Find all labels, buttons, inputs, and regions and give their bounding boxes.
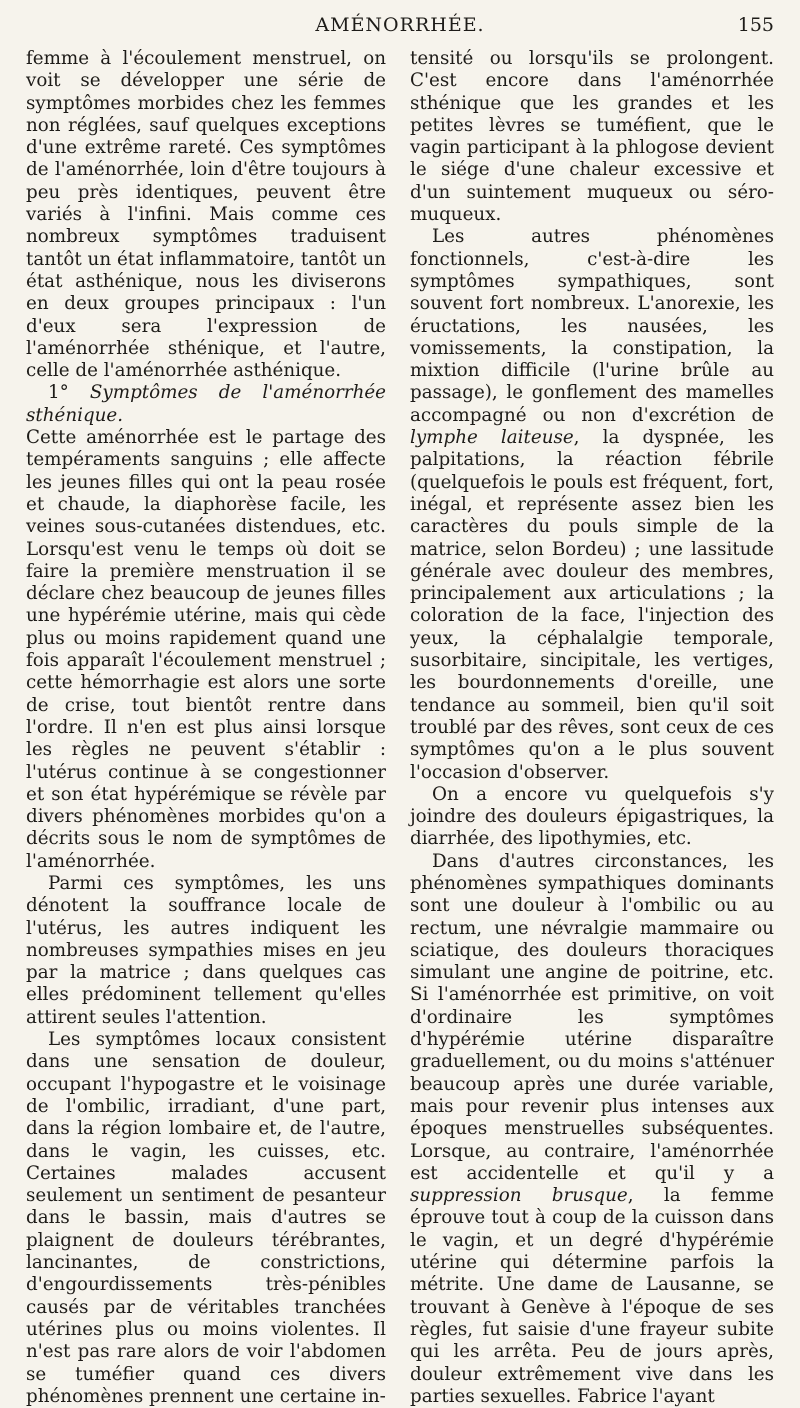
text-run: Les autres phénomènes fonctionnels, c'est-à-dire les symptômes sympathiques, sont souvent fort nombreux. L'anorexie, les éructations, les nausées, les vomissements, la constipation, la mixtion difficile (l'urine brûle au passage), le gonflement des mamelles accompagné ou non d'excrétion de <box>410 226 774 426</box>
running-title: AMÉNORRHÉE. <box>315 14 485 36</box>
italic-term: suppression brusque <box>410 1185 628 1207</box>
paragraph: Parmi ces symptômes, les uns dénotent la souffrance locale de l'utérus, les autres indiquent les nombreuses sympathies mises en jeu par la matrice ; dans quelques cas elles prédominent tellement qu'elles attirent seules l'attention. <box>26 872 386 1028</box>
paragraph <box>410 226 774 783</box>
paragraph: femme à l'écoulement menstruel, on voit se développer une série de symptômes morbides chez les femmes non réglées, sauf quelques exceptions d'une extrême rareté. Ces symptômes de l'aménorrhée, loin d'être toujours à peu près identiques, peuvent être variés à l'infini. Mais comme ces nombreux symptômes traduisent tantôt un état inflammatoire, tantôt un état asthénique, nous les diviserons en deux groupes principaux : l'un d'eux sera l'expression de l'aménorrhée sthénique, et l'autre, celle de l'aménorrhée asthénique. <box>26 48 386 382</box>
paragraph: On a encore vu quelquefois s'y joindre des douleurs épigastriques, la diarrhée, des lipothymies, etc. <box>410 783 774 850</box>
paragraph: tensité ou lorsqu'ils se prolongent. C'est encore dans l'aménorrhée sthénique que les grandes et les petites lèvres se tuméfient, que le vagin participant à la phlogose devient le siége d'une chaleur excessive et d'un suintement muqueux ou séro-muqueux. <box>410 48 774 226</box>
text-run: , la femme éprouve tout à coup de la cuisson dans le vagin, et un degré d'hypérémie utérine qui détermine parfois la métrite. Une dame de Lausanne, se trouvant à Genève à l'époque de ses règles, fut saisie d'une frayeur subite qui les arrêta. Peu de jours après, douleur extrêmement vive dans les parties sexuelles. Fabrice l'ayant <box>410 1185 774 1407</box>
text-run: , la dyspnée, les palpitations, la réaction fébrile (quelquefois le pouls est fréquent, fort, inégal, et représente assez bien les caractères du pouls simple de la matrice, selon Bordeu) ; une lassitude générale avec douleur des membres, principalement aux articulations ; la coloration de la face, l'injection des yeux, la céphalalgie temporale, susorbitaire, sincipitale, les vertiges, les bourdonnements d'oreille, une tendance au sommeil, bien qu'il soit troublé par des rêves, sont ceux de ces symptômes qu'on a le plus souvent l'occasion d'observer. <box>410 427 774 783</box>
paragraph: Cette aménorrhée est le partage des tempéraments sanguins ; elle affecte les jeunes filles qui ont la peau rosée et chaude, la diaphorèse facile, les veines sous-cutanées distendues, etc. Lorsqu'est venu le temps où doit se faire la première menstruation il se déclare chez beaucoup de jeunes filles une hypérémie utérine, mais qui cède plus ou moins rapidement quand une fois apparaît l'écoulement menstruel ; cette hémorrhagie est alors une sorte de crise, tout bientôt rentre dans l'ordre. Il n'en est plus ainsi lorsque les règles ne peuvent s'établir : l'utérus continue à se congestionner et son état hypérémique se révèle par divers phénomènes morbides qu'on a décrits sous le nom de symptômes de l'aménorrhée. <box>26 427 386 872</box>
section-heading: Symptômes de l'aménorrhée sthénique. <box>26 382 386 426</box>
italic-term: lymphe laiteuse <box>410 427 574 449</box>
section-number: 1° <box>48 382 90 404</box>
paragraph <box>410 851 774 1408</box>
paragraph: Les symptômes locaux consistent dans une sensation de douleur, occupant l'hypogastre et le voisinage de l'ombilic, irradiant, d'une part, dans la région lombaire et, de l'autre, dans le vagin, les cuisses, etc. Certaines malades accusent seulement un sentiment de pesanteur dans le bassin, mais d'autres se plaignent de douleurs térébrantes, lancinantes, de constrictions, d'engourdissements très-pénibles causés par de véritables tranchées utérines plus ou moins violentes. Il n'est pas rare alors de voir l'abdomen se tuméfier quand ces divers phénomènes prennent une certaine in- <box>26 1029 386 1407</box>
paragraph <box>26 382 386 427</box>
page-number: 155 <box>737 14 774 36</box>
right-column <box>410 48 774 1408</box>
left-column <box>26 48 386 1408</box>
page-header <box>0 14 800 44</box>
text-run: Dans d'autres circonstances, les phénomènes sympathiques dominants sont une douleur à l'ombilic ou au rectum, une névralgie mammaire ou sciatique, des douleurs thoraciques simulant une angine de poitrine, etc. Si l'aménorrhée est primitive, on voit d'ordinaire les symptômes d'hypérémie utérine disparaître graduellement, ou du moins s'atténuer beaucoup après une durée variable, mais pour revenir plus intenses aux époques menstruelles subséquentes. Lorsque, au contraire, l'aménorrhée est accidentelle et qu'il y a <box>410 850 774 1184</box>
